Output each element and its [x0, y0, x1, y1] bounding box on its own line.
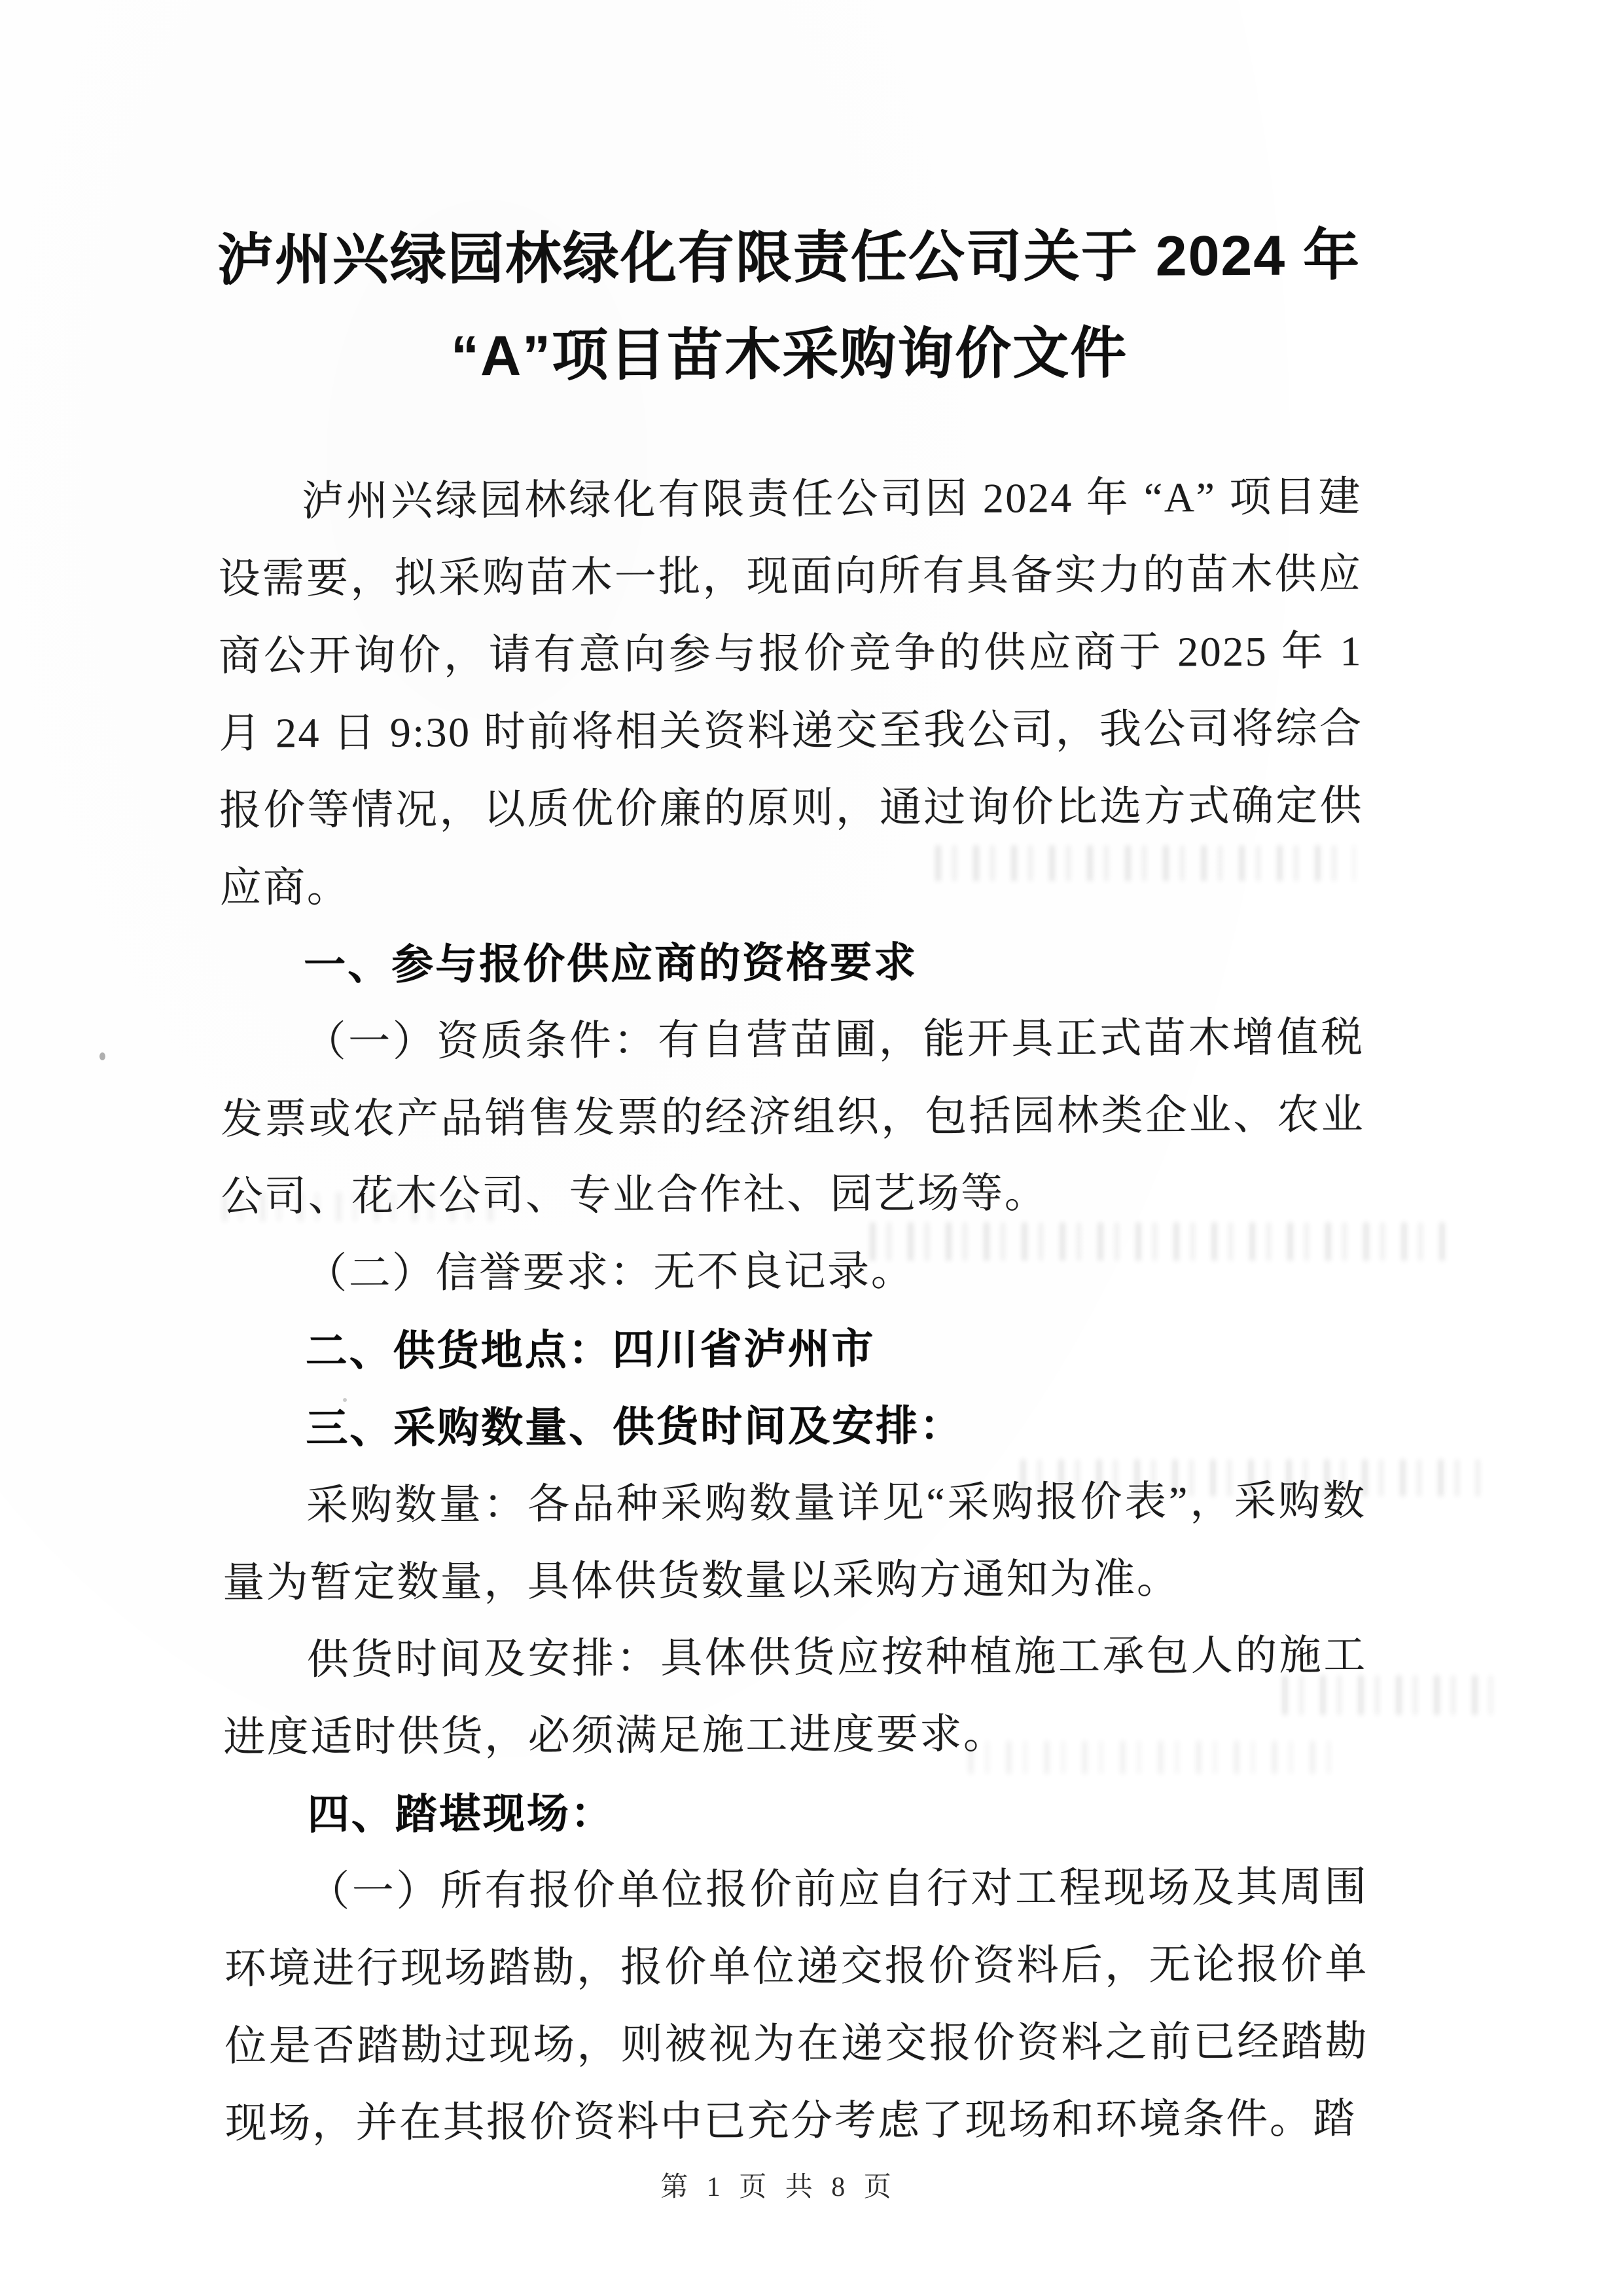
scan-bleedthrough-artifact [223, 1193, 497, 1221]
scan-bleedthrough-artifact [1283, 1676, 1492, 1715]
purchase-quantity-paragraph: 采购数量：各品种采购数量详见“采购报价表”，采购数量为暂定数量，具体供货数量以采购方通知为准。 [223, 1477, 1366, 1606]
reputation-requirement-paragraph: （二）信誉要求：无不良记录。 [305, 1247, 915, 1297]
page-number-footer: 第 1 页 共 8 页 [660, 2172, 897, 2202]
qualification-requirement-paragraph: （一）资质条件：有自营苗圃，能开具正式苗木增值税发票或农产品销售发票的经济组织，包括园林类企业、农业公司、花木公司、专业合作社、园艺场等。 [221, 1014, 1365, 1220]
section-4-heading: 四、踏堪现场： [307, 1789, 615, 1839]
scan-bleedthrough-artifact [969, 1741, 1335, 1774]
section-3-heading: 三、采购数量、供货时间及安排： [306, 1401, 964, 1452]
section-2-heading: 二、供货地点：四川省泸州市 [305, 1325, 876, 1375]
scan-bleedthrough-artifact [870, 1223, 1446, 1261]
supply-schedule-paragraph: 供货时间及安排：具体供货应按种植施工承包人的施工进度适时供货，必须满足施工进度要求。 [223, 1632, 1367, 1761]
scan-speck [343, 1398, 347, 1402]
document-title-line1: 泸州兴绿园林绿化有限责任公司关于 2024 年 [217, 224, 1361, 292]
scan-bleedthrough-artifact [936, 846, 1355, 881]
scan-speck [99, 1052, 105, 1060]
document-content [217, 207, 1369, 2162]
intro-paragraph: 泸州兴绿园林绿化有限责任公司因 2024 年 “A” 项目建设需要，拟采购苗木一批，现面向所有具备实力的苗木供应商公开询价，请有意向参与报价竞争的供应商于 2025 年 1 月 24 日 9:30 时前将相关资料递交至我公司，我公司将综合报价等情况，以质优价廉的原则，通过询价比选方式确定供应商。 [218, 473, 1364, 911]
document-title-line2: “A”项目苗木采购询价文件 [450, 321, 1128, 388]
section-1-heading: 一、参与报价供应商的资格要求 [303, 939, 918, 989]
document-body [218, 458, 1369, 2162]
scan-bleedthrough-artifact [1021, 1460, 1479, 1496]
site-survey-paragraph: （一）所有报价单位报价前应自行对工程现场及其周围环境进行现场踏勘，报价单位递交报价资料后，无论报价单位是否踏勘过现场，则被视为在递交报价资料之前已经踏勘现场，并在其报价资料中已充分考虑了现场和环境条件。踏 [224, 1863, 1369, 2147]
